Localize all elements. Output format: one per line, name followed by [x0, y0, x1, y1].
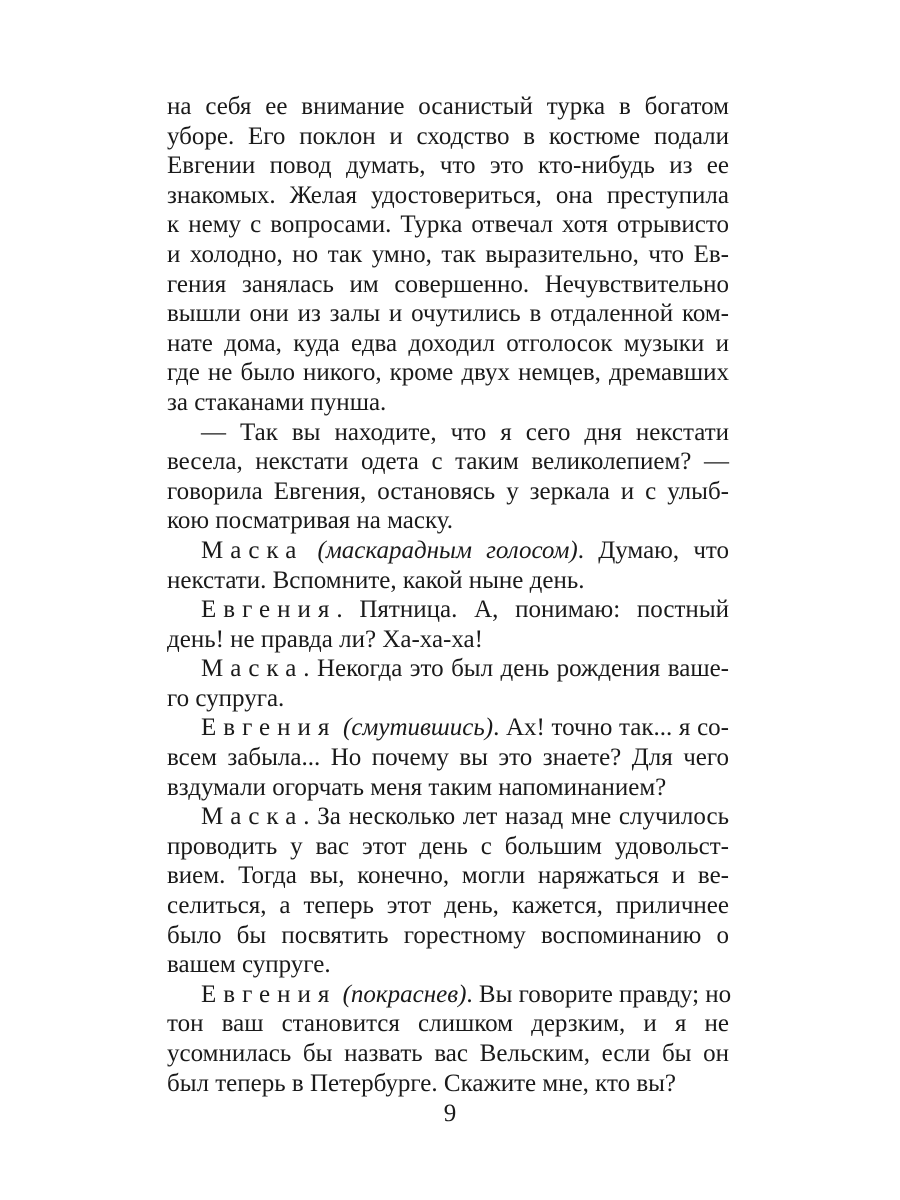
text-segment: — Так вы находите, что я сего дня некстати	[201, 418, 729, 446]
text-segment: было бы посвятить горестному воспоминанию о	[167, 921, 729, 949]
text-line	[167, 329, 729, 359]
text-line	[167, 802, 729, 832]
text-line	[167, 891, 729, 921]
text-line	[167, 832, 729, 862]
text-segment: вздумали огорчать меня таким напоминанием?	[167, 773, 667, 801]
text-segment: и холодно, но так умно, так выразительно, что Ев-	[167, 240, 729, 268]
text-segment: гения занялась им совершенно. Нечувствительно	[167, 270, 729, 298]
text-segment	[303, 537, 317, 564]
text-segment: проводить у вас этот день с большим удовольст-	[167, 832, 729, 860]
paragraph	[167, 595, 729, 654]
speaker-name: Евгения	[201, 980, 337, 1008]
text-line	[167, 536, 729, 566]
text-segment: . Думаю, что	[577, 536, 729, 564]
text-segment: . Пятница. А, понимаю: постный	[336, 596, 729, 624]
speaker-name: Евгения	[201, 714, 337, 742]
text-line	[167, 980, 732, 1010]
text-segment: вием. Тогда вы, конечно, могли наряжаться и ве-	[167, 862, 729, 890]
text-line	[167, 1009, 729, 1039]
speaker-name: Маска	[201, 655, 304, 683]
stage-direction: (смутившись)	[343, 714, 494, 742]
text-segment: тон ваш становится слишком дерзким, и я не	[167, 1010, 729, 1038]
text-segment: . Некогда это был день рождения ваше-	[303, 655, 729, 683]
text-line	[167, 1069, 729, 1099]
text-segment: к нему с вопросами. Турка отвечал хотя отрывисто	[167, 211, 729, 239]
text-line	[167, 388, 729, 418]
text-line	[167, 240, 729, 270]
text-line	[167, 181, 729, 211]
text-segment: уборе. Его поклон и сходство в костюме подали	[167, 122, 729, 150]
text-segment: . За несколько лет назад мне случилось	[303, 803, 729, 831]
text-segment: го супруга.	[167, 684, 285, 712]
text-segment: день! не правда ли? Ха-ха-ха!	[167, 625, 483, 653]
text-segment: некстати. Вспомните, какой ныне день.	[167, 566, 585, 594]
text-segment: весела, некстати одета с таким великолепием? —	[167, 448, 729, 476]
text-line	[167, 477, 729, 507]
text-segment: знакомых. Желая удостовериться, она преступила	[167, 181, 729, 209]
text-line	[167, 743, 729, 773]
text-line	[167, 921, 729, 951]
text-line	[167, 861, 729, 891]
text-segment: где не было никого, кроме двух немцев, дремавших	[167, 359, 729, 387]
paragraph	[167, 92, 729, 418]
text-line	[167, 506, 729, 536]
text-line	[167, 270, 729, 300]
text-line	[167, 950, 729, 980]
text-line	[167, 92, 729, 122]
text-segment: кою посматривая на маску.	[167, 507, 454, 535]
text-line	[167, 210, 729, 240]
text-segment: усомнилась бы назвать вас Вельским, если бы он	[167, 1040, 729, 1067]
text-line	[167, 625, 729, 655]
speaker-name: Маска	[201, 803, 304, 831]
text-segment: всем забыла... Но почему вы это знаете? Для чего	[167, 744, 729, 772]
text-segment: говорила Евгения, остановясь у зеркала и с улыб-	[167, 477, 729, 505]
text-line	[167, 595, 729, 625]
paragraph	[167, 802, 729, 980]
text-segment: Евгении повод думать, что это кто-нибудь из ее	[167, 152, 729, 180]
text-line	[167, 773, 729, 803]
paragraph	[167, 536, 729, 595]
text-line	[167, 713, 729, 743]
stage-direction: (маскарадным голосом)	[317, 536, 578, 564]
stage-direction: (покраснев)	[342, 980, 467, 1008]
page-number: 9	[443, 1100, 457, 1127]
paragraph	[167, 418, 729, 536]
text-segment: был теперь в Петербурге. Скажите мне, кто вы?	[167, 1069, 677, 1097]
text-segment: селиться, а теперь этот день, кажется, приличнее	[167, 892, 729, 920]
text-line	[167, 684, 729, 714]
text-line	[167, 447, 729, 477]
text-line	[167, 1039, 729, 1069]
text-segment: нате дома, куда едва доходил отголосок музыки и	[167, 329, 729, 357]
text-line	[167, 358, 729, 388]
text-segment: . Вы говорите правду; но	[466, 980, 732, 1008]
text-segment: вашем супруге.	[167, 951, 331, 979]
speaker-name: Евгения	[201, 596, 337, 624]
text-segment: на себя ее внимание осанистый турка в богатом	[167, 93, 729, 120]
text-segment: вышли они из залы и очутились в отдаленной ком-	[167, 300, 729, 328]
paragraph	[167, 980, 732, 1098]
text-line	[167, 654, 729, 684]
text-line	[167, 122, 729, 152]
text-segment: за стаканами пунша.	[167, 388, 387, 416]
text-line	[167, 566, 729, 596]
page-text	[167, 92, 732, 1098]
speaker-name: Маска	[201, 536, 304, 564]
paragraph	[167, 654, 729, 713]
text-line	[167, 418, 729, 448]
text-segment: . Ах! точно так... я со-	[493, 714, 729, 742]
text-line	[167, 151, 729, 181]
paragraph	[167, 713, 729, 802]
text-line	[167, 299, 729, 329]
